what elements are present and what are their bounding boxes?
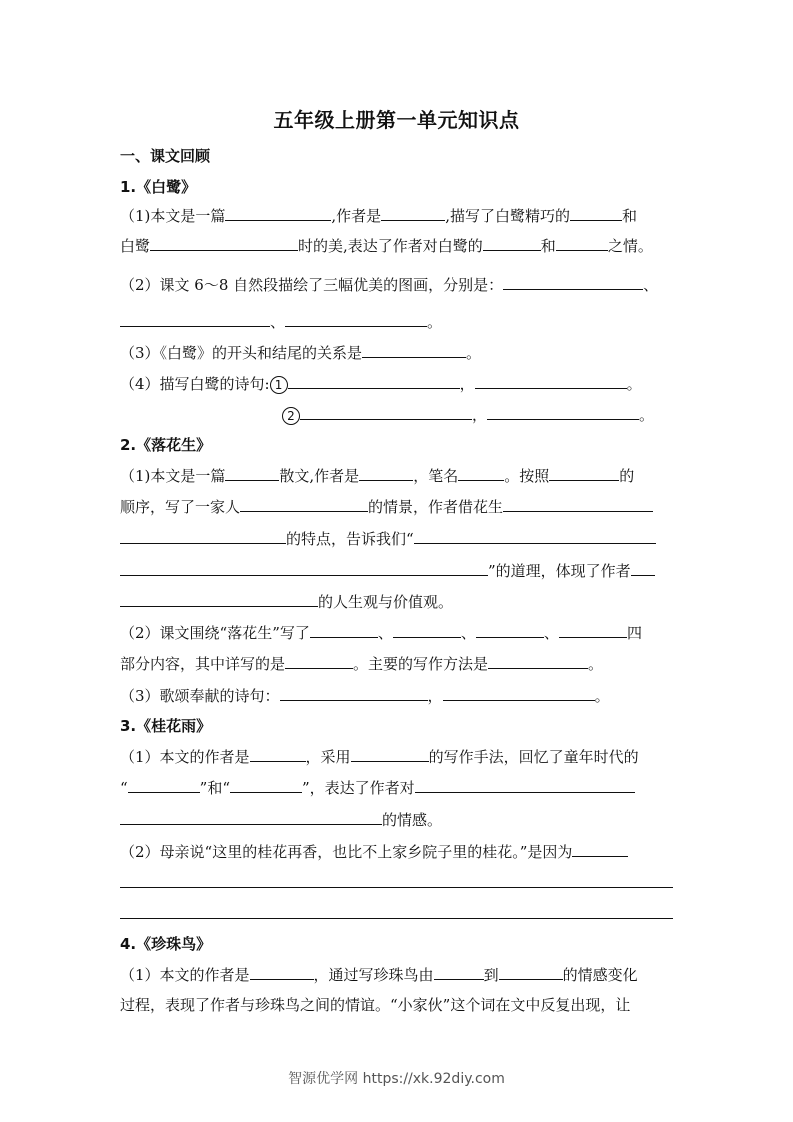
text-line: （4）描写白鹭的诗句: 1 ， 。 (120, 372, 680, 395)
text-line: 的情感。 (120, 808, 680, 831)
text-line: （3）《白鹭》的开头和结尾的关系是 。 (120, 341, 680, 364)
text-line: 、 。 (120, 310, 680, 333)
fill-blank[interactable] (415, 776, 635, 793)
fill-blank[interactable] (225, 204, 331, 221)
fill-blank[interactable] (362, 341, 466, 358)
section-heading: 一、课文回顾 (120, 147, 211, 165)
fill-blank[interactable] (393, 621, 461, 638)
fill-blank[interactable] (310, 621, 378, 638)
fill-blank[interactable] (503, 273, 643, 290)
fill-blank[interactable] (559, 621, 627, 638)
answer-line[interactable] (120, 887, 673, 888)
text-line: （2）课文围绕“落花生”写了 、 、 、 四 (120, 621, 680, 644)
fill-blank[interactable] (280, 684, 428, 701)
text-line: （1）本文的作者是 ，采用 的写作手法，回忆了童年时代的 (120, 745, 680, 768)
fill-blank[interactable] (458, 464, 504, 481)
fill-blank[interactable] (549, 464, 619, 481)
fill-blank[interactable] (300, 403, 472, 420)
fill-blank[interactable] (120, 808, 382, 825)
fill-blank[interactable] (503, 495, 653, 512)
fill-blank[interactable] (250, 745, 306, 762)
fill-blank[interactable] (128, 776, 200, 793)
text-line: 2 ， 。 (282, 403, 682, 426)
fill-blank[interactable] (285, 652, 353, 669)
fill-blank[interactable] (443, 684, 595, 701)
fill-blank[interactable] (487, 403, 639, 420)
fill-blank[interactable] (351, 745, 429, 762)
answer-line[interactable] (120, 918, 673, 919)
fill-blank[interactable] (631, 559, 655, 576)
fill-blank[interactable] (414, 527, 656, 544)
page-title: 五年级上册第一单元知识点 (273, 108, 520, 132)
lesson-heading-bailu: 1.《白鹭》 (120, 178, 197, 196)
text-line: 的特点，告诉我们“ (120, 527, 680, 550)
text-line: 顺序，写了一家人 的情景，作者借花生 (120, 495, 680, 518)
fill-blank[interactable] (120, 527, 286, 544)
text-line: （2）母亲说“这里的桂花再香，也比不上家乡院子里的桂花。”是因为 (120, 840, 680, 863)
footer-watermark: 智源优学网 https://xk.92diy.com (288, 1071, 505, 1087)
fill-blank[interactable] (120, 559, 488, 576)
text-line: 过程，表现了作者与珍珠鸟之间的情谊。“小家伙”这个词在文中反复出现，让 (120, 996, 631, 1014)
fill-blank[interactable] (120, 310, 270, 327)
text-line: （2）课文 6～8 自然段描绘了三幅优美的图画，分别是： 、 (120, 273, 680, 296)
fill-blank[interactable] (240, 495, 368, 512)
fill-blank[interactable] (572, 840, 628, 857)
fill-blank[interactable] (250, 963, 314, 980)
fill-blank[interactable] (475, 372, 627, 389)
lesson-heading-guihuayu: 3.《桂花雨》 (120, 717, 212, 735)
fill-blank[interactable] (499, 963, 563, 980)
text-line: （1）本文的作者是 ，通过写珍珠鸟由 到 的情感变化 (120, 963, 680, 986)
text-line: “ ”和“ ”，表达了作者对 (120, 776, 680, 799)
text-line: （1)本文是一篇 ,作者是 ,描写了白鹭精巧的 和 (120, 204, 680, 227)
lesson-heading-zhenzhuniao: 4.《珍珠鸟》 (120, 935, 212, 953)
fill-blank[interactable] (434, 963, 484, 980)
fill-blank[interactable] (359, 464, 413, 481)
fill-blank[interactable] (381, 204, 445, 221)
lesson-heading-luohuasheng: 2.《落花生》 (120, 436, 212, 454)
text-line: 白鹭 时的美,表达了作者对白鹭的 和 之情。 (120, 234, 680, 257)
fill-blank[interactable] (488, 652, 588, 669)
text-line: ”的道理，体现了作者 (120, 559, 680, 582)
fill-blank[interactable] (230, 776, 302, 793)
fill-blank[interactable] (288, 372, 460, 389)
fill-blank[interactable] (285, 310, 427, 327)
text-line: （1)本文是一篇 散文,作者是 ，笔名 。按照 的 (120, 464, 680, 487)
fill-blank[interactable] (570, 204, 622, 221)
text-line: 部分内容，其中详写的是 。主要的写作方法是 。 (120, 652, 680, 675)
fill-blank[interactable] (150, 234, 298, 251)
fill-blank[interactable] (476, 621, 544, 638)
fill-blank[interactable] (225, 464, 279, 481)
fill-blank[interactable] (556, 234, 608, 251)
text-line: （3）歌颂奉献的诗句： ， 。 (120, 684, 680, 707)
circled-number-2: 2 (282, 407, 300, 425)
fill-blank[interactable] (120, 590, 318, 607)
fill-blank[interactable] (483, 234, 541, 251)
text-line: 的人生观与价值观。 (120, 590, 680, 613)
circled-number-1: 1 (270, 376, 288, 394)
